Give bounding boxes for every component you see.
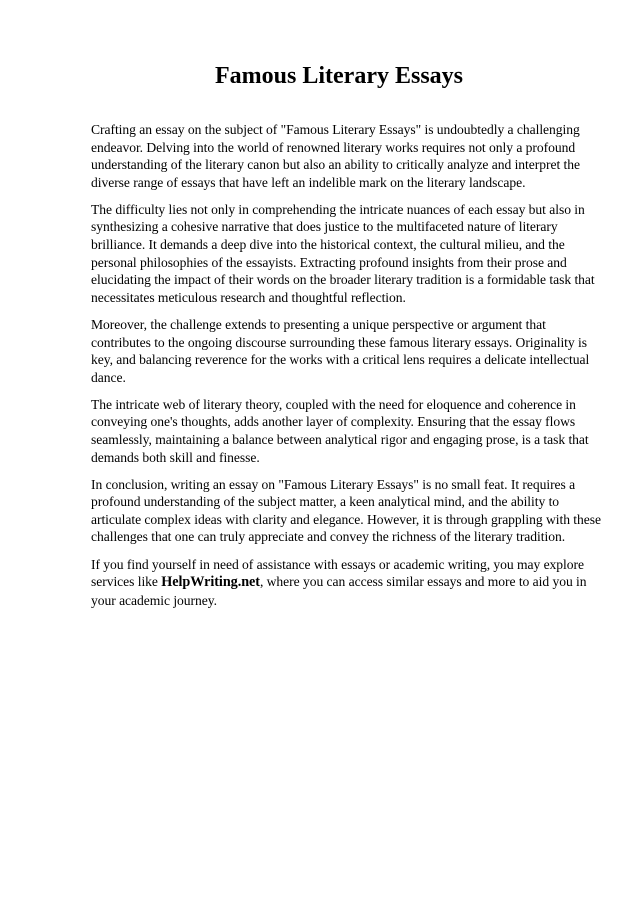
paragraph-conclusion: In conclusion, writing an essay on "Famous Literary Essays" is no small feat. It requires a profound understanding of the subject matter, a keen analytical mind, and the ability to articulate complex ideas with clarity and elegance. However, it is through grappling with these challenges that one can truly appreciate and convey the richness of the literary tradition. <box>91 476 601 545</box>
paragraph-challenge: Moreover, the challenge extends to presenting a unique perspective or argument that contributes to the ongoing discourse surrounding these famous literary essays. Originality is key, and balancing reverence for the works with a critical lens requires a delicate intellectual dance. <box>91 316 590 385</box>
closing-text-before: If you find yourself in need of assistance with essays or academic writing, you may explore services like <box>91 556 584 590</box>
paragraph-intro: Crafting an essay on the subject of "Famous Literary Essays" is undoubtedly a challenging endeavor. Delving into the world of renowned literary works requires not only a profound understanding of the literary canon but also an ability to critically analyze and interpret the diverse range of essays that have left an indelible mark on the literary landscape. <box>91 122 580 190</box>
closing-text-after: , where you can access similar essays and more to aid you in your academic journey. <box>91 574 587 608</box>
helpwriting-link[interactable]: HelpWriting.net <box>161 574 260 591</box>
paragraph-theory: The intricate web of literary theory, coupled with the need for eloquence and coherence in conveying one's thoughts, adds another layer of complexity. Ensuring that the essay flows seamlessly, maintaining a balance between analytical rigor and engaging prose, is a task that demands both skill and finesse. <box>91 396 589 465</box>
paragraph-closing <box>91 556 601 610</box>
paragraph-difficulty: The difficulty lies not only in comprehending the intricate nuances of each essay but also in synthesizing a cohesive narrative that does justice to the multifaceted nature of literary brilliance. It demands a deep dive into the historical context, the cultural milieu, and the personal philosophies of the essayists. Extracting profound insights from their prose and elucidating the impact of their words on the broader literary tradition is a formidable task that necessitates meticulous research and thoughtful reflection. <box>91 201 595 305</box>
page-title: Famous Literary Essays <box>215 63 463 89</box>
document-body <box>91 121 601 619</box>
